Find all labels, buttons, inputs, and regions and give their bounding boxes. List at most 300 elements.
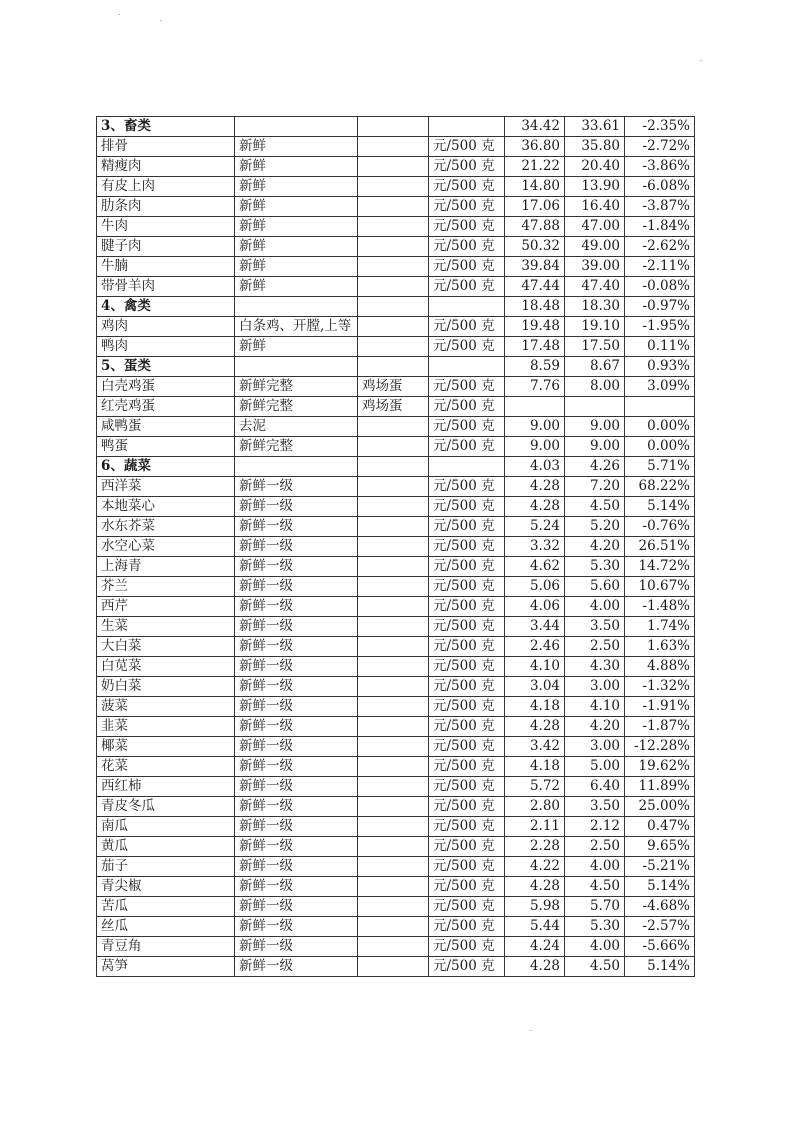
table-row	[97, 197, 695, 217]
change-pct-cell: -2.35%	[625, 117, 695, 137]
price-curr-cell: 4.50	[565, 957, 625, 977]
item-name-cell: 生菜	[97, 617, 235, 637]
sub-spec-cell	[358, 517, 429, 537]
table-row	[97, 337, 695, 357]
price-curr-cell: 16.40	[565, 197, 625, 217]
spec-cell	[235, 117, 358, 137]
price-curr-cell: 3.00	[565, 737, 625, 757]
price-curr-cell: 9.00	[565, 417, 625, 437]
price-prev-cell: 50.32	[505, 237, 565, 257]
spec-cell: 新鲜一级	[235, 897, 358, 917]
price-curr-cell: 49.00	[565, 237, 625, 257]
sub-spec-cell	[358, 797, 429, 817]
item-name-cell: 鸭肉	[97, 337, 235, 357]
unit-cell: 元/500 克	[429, 157, 505, 177]
unit-cell: 元/500 克	[429, 497, 505, 517]
price-prev-cell: 36.80	[505, 137, 565, 157]
unit-cell	[429, 117, 505, 137]
price-curr-cell: 4.00	[565, 597, 625, 617]
spec-cell: 新鲜一级	[235, 917, 358, 937]
spec-cell: 新鲜一级	[235, 617, 358, 637]
sub-spec-cell	[358, 597, 429, 617]
unit-cell: 元/500 克	[429, 557, 505, 577]
item-name-cell: 西洋菜	[97, 477, 235, 497]
change-pct-cell: -3.86%	[625, 157, 695, 177]
change-pct-cell: -2.72%	[625, 137, 695, 157]
price-prev-cell: 4.24	[505, 937, 565, 957]
price-curr-cell: 5.30	[565, 917, 625, 937]
spec-cell: 新鲜	[235, 277, 358, 297]
price-prev-cell: 4.62	[505, 557, 565, 577]
price-prev-cell: 4.18	[505, 697, 565, 717]
price-prev-cell: 14.80	[505, 177, 565, 197]
spec-cell: 新鲜一级	[235, 517, 358, 537]
change-pct-cell: -5.66%	[625, 937, 695, 957]
price-curr-cell: 35.80	[565, 137, 625, 157]
item-name-cell: 白苋菜	[97, 657, 235, 677]
item-name-cell: 丝瓜	[97, 917, 235, 937]
item-name-cell: 4、禽类	[97, 297, 235, 317]
change-pct-cell: -2.57%	[625, 917, 695, 937]
unit-cell: 元/500 克	[429, 597, 505, 617]
table-row	[97, 177, 695, 197]
spec-cell: 新鲜一级	[235, 737, 358, 757]
price-prev-cell: 5.44	[505, 917, 565, 937]
price-curr-cell: 4.50	[565, 497, 625, 517]
price-curr-cell: 2.50	[565, 837, 625, 857]
price-prev-cell: 19.48	[505, 317, 565, 337]
unit-cell: 元/500 克	[429, 917, 505, 937]
change-pct-cell: -6.08%	[625, 177, 695, 197]
price-curr-cell: 39.00	[565, 257, 625, 277]
item-name-cell: 韭菜	[97, 717, 235, 737]
unit-cell: 元/500 克	[429, 777, 505, 797]
unit-cell: 元/500 克	[429, 377, 505, 397]
table-row	[97, 537, 695, 557]
sub-spec-cell	[358, 477, 429, 497]
item-name-cell: 奶白菜	[97, 677, 235, 697]
price-curr-cell: 3.50	[565, 617, 625, 637]
spec-cell: 新鲜一级	[235, 937, 358, 957]
price-curr-cell: 7.20	[565, 477, 625, 497]
unit-cell: 元/500 克	[429, 237, 505, 257]
spec-cell: 新鲜一级	[235, 777, 358, 797]
table-row	[97, 557, 695, 577]
change-pct-cell: 5.71%	[625, 457, 695, 477]
unit-cell: 元/500 克	[429, 837, 505, 857]
category-row	[97, 297, 695, 317]
item-name-cell: 白壳鸡蛋	[97, 377, 235, 397]
category-row	[97, 117, 695, 137]
sub-spec-cell	[358, 357, 429, 377]
spec-cell: 新鲜完整	[235, 437, 358, 457]
sub-spec-cell	[358, 137, 429, 157]
change-pct-cell: -5.21%	[625, 857, 695, 877]
item-name-cell: 腱子肉	[97, 237, 235, 257]
price-prev-cell: 18.48	[505, 297, 565, 317]
sub-spec-cell	[358, 617, 429, 637]
sub-spec-cell	[358, 437, 429, 457]
change-pct-cell: 68.22%	[625, 477, 695, 497]
sub-spec-cell	[358, 677, 429, 697]
change-pct-cell	[625, 397, 695, 417]
spec-cell: 新鲜一级	[235, 877, 358, 897]
item-name-cell: 3、畜类	[97, 117, 235, 137]
category-row	[97, 457, 695, 477]
table-row	[97, 797, 695, 817]
item-name-cell: 椰菜	[97, 737, 235, 757]
item-name-cell: 鸡肉	[97, 317, 235, 337]
sub-spec-cell	[358, 777, 429, 797]
table-row	[97, 637, 695, 657]
price-curr-cell: 20.40	[565, 157, 625, 177]
item-name-cell: 红壳鸡蛋	[97, 397, 235, 417]
change-pct-cell: -1.95%	[625, 317, 695, 337]
table-row	[97, 677, 695, 697]
unit-cell: 元/500 克	[429, 197, 505, 217]
spec-cell: 去泥	[235, 417, 358, 437]
item-name-cell: 南瓜	[97, 817, 235, 837]
sub-spec-cell	[358, 237, 429, 257]
spec-cell: 新鲜	[235, 177, 358, 197]
table-row	[97, 477, 695, 497]
price-prev-cell: 4.06	[505, 597, 565, 617]
price-curr-cell: 19.10	[565, 317, 625, 337]
sub-spec-cell	[358, 497, 429, 517]
price-prev-cell: 2.28	[505, 837, 565, 857]
item-name-cell: 鸭蛋	[97, 437, 235, 457]
change-pct-cell: -12.28%	[625, 737, 695, 757]
sub-spec-cell	[358, 577, 429, 597]
table-row	[97, 737, 695, 757]
change-pct-cell: 9.65%	[625, 837, 695, 857]
item-name-cell: 水空心菜	[97, 537, 235, 557]
price-curr-cell: 9.00	[565, 437, 625, 457]
item-name-cell: 6、蔬菜	[97, 457, 235, 477]
sub-spec-cell	[358, 897, 429, 917]
table-row	[97, 137, 695, 157]
scan-speck	[160, 20, 162, 21]
spec-cell: 新鲜完整	[235, 377, 358, 397]
unit-cell: 元/500 克	[429, 137, 505, 157]
spec-cell	[235, 457, 358, 477]
category-row	[97, 357, 695, 377]
price-curr-cell: 4.26	[565, 457, 625, 477]
change-pct-cell: -2.62%	[625, 237, 695, 257]
item-name-cell: 青皮冬瓜	[97, 797, 235, 817]
unit-cell: 元/500 克	[429, 577, 505, 597]
item-name-cell: 肋条肉	[97, 197, 235, 217]
table-row	[97, 317, 695, 337]
price-prev-cell: 5.72	[505, 777, 565, 797]
unit-cell: 元/500 克	[429, 317, 505, 337]
price-prev-cell: 47.44	[505, 277, 565, 297]
unit-cell	[429, 357, 505, 377]
sub-spec-cell	[358, 937, 429, 957]
unit-cell	[429, 297, 505, 317]
spec-cell: 新鲜一级	[235, 577, 358, 597]
item-name-cell: 菠菜	[97, 697, 235, 717]
item-name-cell: 上海青	[97, 557, 235, 577]
spec-cell: 新鲜	[235, 157, 358, 177]
unit-cell: 元/500 克	[429, 937, 505, 957]
price-curr-cell: 4.20	[565, 537, 625, 557]
table-row	[97, 897, 695, 917]
price-prev-cell: 5.24	[505, 517, 565, 537]
change-pct-cell: -4.68%	[625, 897, 695, 917]
unit-cell: 元/500 克	[429, 257, 505, 277]
price-curr-cell: 8.67	[565, 357, 625, 377]
price-curr-cell: 13.90	[565, 177, 625, 197]
table-row	[97, 497, 695, 517]
unit-cell: 元/500 克	[429, 337, 505, 357]
table-row	[97, 517, 695, 537]
price-curr-cell: 4.00	[565, 937, 625, 957]
unit-cell: 元/500 克	[429, 817, 505, 837]
unit-cell: 元/500 克	[429, 717, 505, 737]
table-row	[97, 237, 695, 257]
item-name-cell: 水东芥菜	[97, 517, 235, 537]
change-pct-cell: -2.11%	[625, 257, 695, 277]
table-row	[97, 277, 695, 297]
sub-spec-cell	[358, 257, 429, 277]
price-prev-cell: 47.88	[505, 217, 565, 237]
table-row	[97, 777, 695, 797]
change-pct-cell: 25.00%	[625, 797, 695, 817]
price-prev-cell: 4.28	[505, 877, 565, 897]
spec-cell: 新鲜一级	[235, 537, 358, 557]
price-curr-cell: 4.30	[565, 657, 625, 677]
spec-cell: 新鲜一级	[235, 757, 358, 777]
unit-cell: 元/500 克	[429, 957, 505, 977]
price-curr-cell: 33.61	[565, 117, 625, 137]
unit-cell: 元/500 克	[429, 737, 505, 757]
unit-cell: 元/500 克	[429, 757, 505, 777]
item-name-cell: 5、蛋类	[97, 357, 235, 377]
scan-speck	[530, 1030, 532, 1031]
change-pct-cell: 0.93%	[625, 357, 695, 377]
item-name-cell: 青豆角	[97, 937, 235, 957]
price-curr-cell: 5.20	[565, 517, 625, 537]
item-name-cell: 黄瓜	[97, 837, 235, 857]
spec-cell	[235, 357, 358, 377]
price-prev-cell: 34.42	[505, 117, 565, 137]
spec-cell: 新鲜一级	[235, 497, 358, 517]
table-row	[97, 417, 695, 437]
item-name-cell: 大白菜	[97, 637, 235, 657]
change-pct-cell: 1.74%	[625, 617, 695, 637]
sub-spec-cell	[358, 557, 429, 577]
sub-spec-cell	[358, 337, 429, 357]
price-prev-cell: 3.32	[505, 537, 565, 557]
change-pct-cell: 0.47%	[625, 817, 695, 837]
item-name-cell: 精瘦肉	[97, 157, 235, 177]
scan-speck	[700, 60, 702, 61]
sub-spec-cell	[358, 277, 429, 297]
table-row	[97, 857, 695, 877]
item-name-cell: 西芹	[97, 597, 235, 617]
table-row	[97, 377, 695, 397]
change-pct-cell: 5.14%	[625, 877, 695, 897]
spec-cell: 新鲜一级	[235, 817, 358, 837]
item-name-cell: 花菜	[97, 757, 235, 777]
table-row	[97, 617, 695, 637]
spec-cell: 新鲜	[235, 237, 358, 257]
unit-cell: 元/500 克	[429, 697, 505, 717]
price-prev-cell: 5.06	[505, 577, 565, 597]
item-name-cell: 咸鸭蛋	[97, 417, 235, 437]
sub-spec-cell: 鸡场蛋	[358, 397, 429, 417]
price-curr-cell: 6.40	[565, 777, 625, 797]
sub-spec-cell	[358, 157, 429, 177]
table-row	[97, 837, 695, 857]
spec-cell: 新鲜一级	[235, 597, 358, 617]
sub-spec-cell	[358, 717, 429, 737]
price-prev-cell: 8.59	[505, 357, 565, 377]
price-prev-cell: 4.03	[505, 457, 565, 477]
price-prev-cell: 4.28	[505, 477, 565, 497]
price-curr-cell: 47.00	[565, 217, 625, 237]
spec-cell: 新鲜一级	[235, 797, 358, 817]
sub-spec-cell	[358, 657, 429, 677]
item-name-cell: 有皮上肉	[97, 177, 235, 197]
unit-cell: 元/500 克	[429, 797, 505, 817]
change-pct-cell: -1.48%	[625, 597, 695, 617]
change-pct-cell: 26.51%	[625, 537, 695, 557]
price-curr-cell: 5.30	[565, 557, 625, 577]
scan-speck	[118, 14, 120, 15]
spec-cell: 新鲜	[235, 137, 358, 157]
price-curr-cell: 3.50	[565, 797, 625, 817]
price-curr-cell: 2.12	[565, 817, 625, 837]
table-row	[97, 437, 695, 457]
table-row	[97, 957, 695, 977]
table-body	[97, 117, 695, 977]
sub-spec-cell	[358, 877, 429, 897]
unit-cell	[429, 457, 505, 477]
price-curr-cell: 47.40	[565, 277, 625, 297]
unit-cell: 元/500 克	[429, 897, 505, 917]
sub-spec-cell	[358, 837, 429, 857]
item-name-cell: 莴笋	[97, 957, 235, 977]
change-pct-cell: -0.76%	[625, 517, 695, 537]
spec-cell: 新鲜	[235, 197, 358, 217]
spec-cell: 新鲜一级	[235, 557, 358, 577]
sub-spec-cell	[358, 197, 429, 217]
sub-spec-cell	[358, 537, 429, 557]
spec-cell: 新鲜	[235, 337, 358, 357]
sub-spec-cell	[358, 917, 429, 937]
unit-cell: 元/500 克	[429, 877, 505, 897]
sub-spec-cell	[358, 697, 429, 717]
price-curr-cell: 18.30	[565, 297, 625, 317]
unit-cell: 元/500 克	[429, 857, 505, 877]
unit-cell: 元/500 克	[429, 657, 505, 677]
spec-cell: 新鲜一级	[235, 717, 358, 737]
price-prev-cell: 3.42	[505, 737, 565, 757]
table-row	[97, 257, 695, 277]
unit-cell: 元/500 克	[429, 677, 505, 697]
table-row	[97, 577, 695, 597]
spec-cell: 新鲜一级	[235, 957, 358, 977]
price-curr-cell: 8.00	[565, 377, 625, 397]
change-pct-cell: 5.14%	[625, 497, 695, 517]
sub-spec-cell	[358, 737, 429, 757]
sub-spec-cell: 鸡场蛋	[358, 377, 429, 397]
price-prev-cell: 39.84	[505, 257, 565, 277]
sub-spec-cell	[358, 177, 429, 197]
unit-cell: 元/500 克	[429, 177, 505, 197]
spec-cell: 新鲜一级	[235, 857, 358, 877]
unit-cell: 元/500 克	[429, 477, 505, 497]
item-name-cell: 牛腩	[97, 257, 235, 277]
change-pct-cell: 5.14%	[625, 957, 695, 977]
item-name-cell: 西红柿	[97, 777, 235, 797]
price-curr-cell: 4.00	[565, 857, 625, 877]
item-name-cell: 苦瓜	[97, 897, 235, 917]
price-curr-cell	[565, 397, 625, 417]
price-curr-cell: 5.00	[565, 757, 625, 777]
sub-spec-cell	[358, 317, 429, 337]
price-curr-cell: 4.10	[565, 697, 625, 717]
change-pct-cell: 0.00%	[625, 417, 695, 437]
change-pct-cell: 19.62%	[625, 757, 695, 777]
item-name-cell: 排骨	[97, 137, 235, 157]
change-pct-cell: -3.87%	[625, 197, 695, 217]
sub-spec-cell	[358, 417, 429, 437]
item-name-cell: 本地菜心	[97, 497, 235, 517]
price-prev-cell: 3.04	[505, 677, 565, 697]
sub-spec-cell	[358, 857, 429, 877]
unit-cell: 元/500 克	[429, 217, 505, 237]
table-row	[97, 937, 695, 957]
change-pct-cell: -1.32%	[625, 677, 695, 697]
item-name-cell: 带骨羊肉	[97, 277, 235, 297]
change-pct-cell: -0.97%	[625, 297, 695, 317]
table-row	[97, 717, 695, 737]
price-curr-cell: 4.50	[565, 877, 625, 897]
unit-cell: 元/500 克	[429, 397, 505, 417]
sub-spec-cell	[358, 297, 429, 317]
spec-cell: 白条鸡、开膛,上等	[235, 317, 358, 337]
price-curr-cell: 5.70	[565, 897, 625, 917]
change-pct-cell: 1.63%	[625, 637, 695, 657]
change-pct-cell: 0.00%	[625, 437, 695, 457]
table-row	[97, 757, 695, 777]
unit-cell: 元/500 克	[429, 277, 505, 297]
change-pct-cell: 14.72%	[625, 557, 695, 577]
table-row	[97, 397, 695, 417]
sub-spec-cell	[358, 217, 429, 237]
unit-cell: 元/500 克	[429, 537, 505, 557]
spec-cell: 新鲜完整	[235, 397, 358, 417]
price-prev-cell	[505, 397, 565, 417]
price-curr-cell: 17.50	[565, 337, 625, 357]
spec-cell: 新鲜	[235, 257, 358, 277]
item-name-cell: 牛肉	[97, 217, 235, 237]
table-row	[97, 877, 695, 897]
price-prev-cell: 4.22	[505, 857, 565, 877]
change-pct-cell: 11.89%	[625, 777, 695, 797]
sub-spec-cell	[358, 637, 429, 657]
price-prev-cell: 2.46	[505, 637, 565, 657]
price-prev-cell: 9.00	[505, 417, 565, 437]
change-pct-cell: 3.09%	[625, 377, 695, 397]
price-prev-cell: 2.11	[505, 817, 565, 837]
table-row	[97, 597, 695, 617]
price-table	[96, 116, 695, 977]
table-row	[97, 917, 695, 937]
